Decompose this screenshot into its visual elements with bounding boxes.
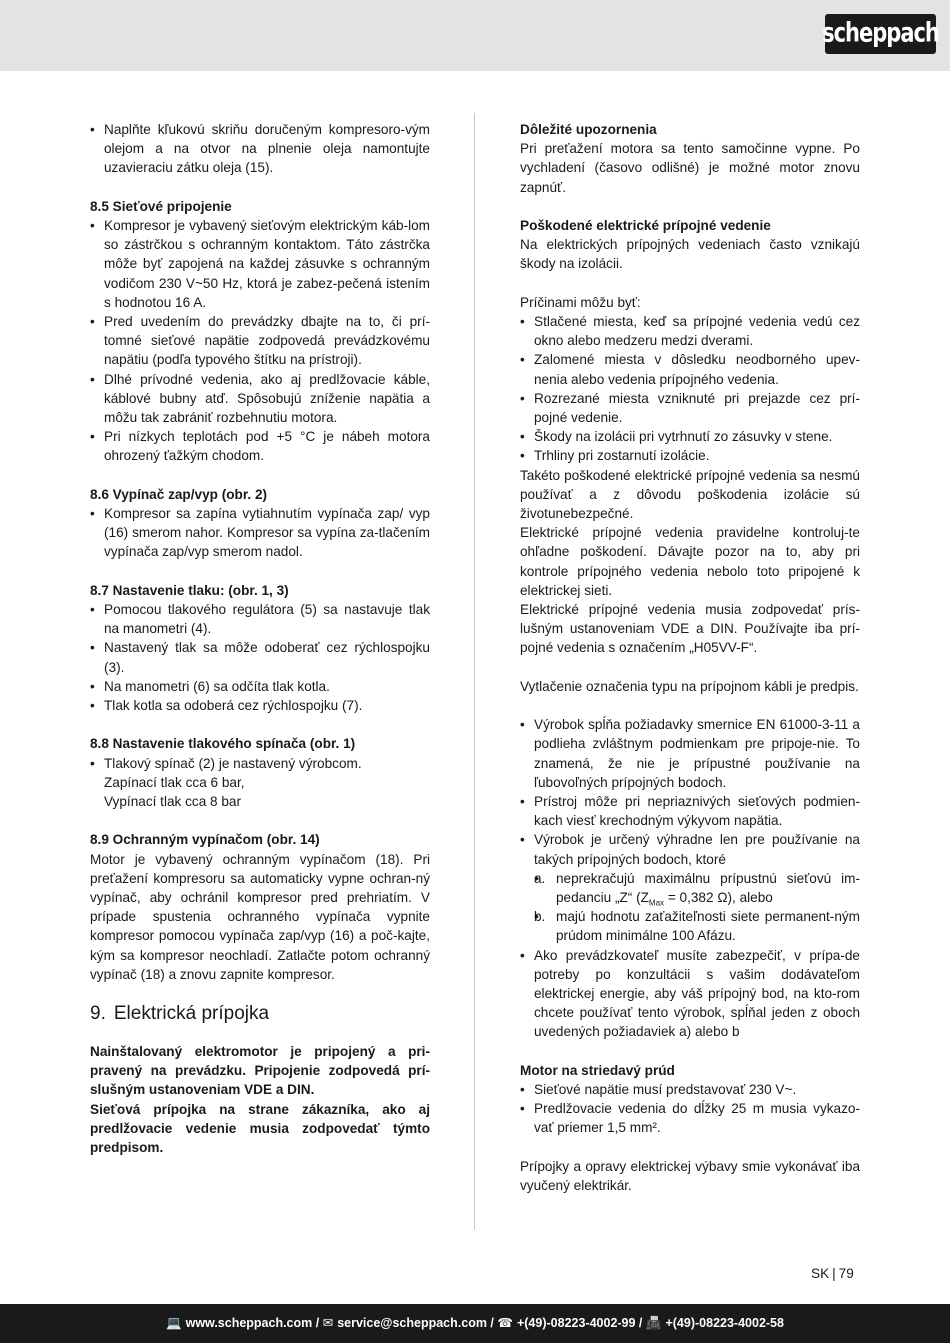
causes-intro: Príčinami môžu byť:	[520, 294, 641, 310]
section-8-8-list	[90, 754, 430, 773]
list-item: • Ako prevádzkovateľ musíte zabezpečiť, v prípa-de potreby po konzultácii s vašim dodávateľom elektrickej energie, aby váš prípojný bod, na kto-rom chcete používať tento výrobok, spĺňal jeden z oboch uvedených požiadaviek a) alebo b	[520, 946, 860, 1042]
phone-icon: ☎	[497, 1315, 513, 1330]
ac-motor-heading: Motor na striedavý prúd	[520, 1062, 675, 1078]
list-item: • Rozrezané miesta vzniknuté pri prejazde cez prí-pojné vedenie.	[520, 389, 860, 427]
list-item	[520, 830, 860, 945]
section-heading-8-6: 8.6 Vypínač zap/vyp (obr. 2)	[90, 486, 268, 502]
notice-heading: Dôležité upozornenia	[520, 122, 657, 137]
list-item: • Kompresor sa zapína vytiahnutím vypínača zap/ vyp (16) smerom nahor. Kompresor sa vypína za-tlačením vypínača zap/vyp smerom nadol.	[90, 504, 430, 562]
condition-a	[534, 869, 860, 907]
damaged-cable-text: Na elektrických prípojných vedeniach často vznikajú škody na izolácii.	[520, 237, 860, 272]
section-8-9-text: Motor je vybavený ochranným vypínačom (18). Pri preťažení kompresoru sa automaticky vypne ochran-ný vypínač, aby ochránil kompresor pred prehriatím. V prípade spustenia ochranného vypínača vypnite kompresor pomocou vypínača zap/vyp (16) a poč-kajte, kým sa kompresor neochladí. Zatlačte potom ochranný vypínač (18) a znovu zapnite kompresor.	[90, 851, 430, 982]
condition-a-post: = 0,382 Ω), alebo	[664, 890, 773, 906]
list-item: • Naplňte kľukovú skriňu doručeným kompresoro-vým olejom a na otvor na plnenie oleja namontujte uzavieraciu zátku oleja (15).	[90, 120, 430, 178]
left-column	[90, 120, 430, 1157]
pressure-line-off: Vypínací tlak cca 8 bar	[104, 794, 242, 810]
list-item-text: Výrobok je určený výhradne len pre používanie na takých prípojných bodoch, ktoré	[534, 832, 860, 867]
logo-text: scheppach	[822, 18, 939, 49]
section-heading-8-9: 8.9 Ochranným vypínačom (obr. 14)	[90, 832, 320, 848]
notice-text: Pri preťažení motora sa tento samočinne vypne. Po vychladení (časovo odlišné) je možné motor znovu zapnúť.	[520, 141, 860, 195]
chapter-title: Elektrická prípojka	[113, 1003, 270, 1025]
list-item: • Nastavený tlak sa môže odoberať cez rýchlospojku (3).	[90, 638, 430, 676]
list-item: • Pred uvedením do prevádzky dbajte na to, či prí-tomné sieťové napätie zodpovedá prevádzkovému napätiu (podľa typového štítku na prístroji).	[90, 312, 430, 370]
requirements-list	[520, 715, 860, 1041]
section-8-5-list	[90, 216, 430, 466]
damaged-paragraph-3: Elektrické prípojné vedenia musia zodpovedať prís-lušným ustanoveniam VDE a DIN. Používajte iba prí-pojné vedenia s označením „H05VV-F“.	[520, 602, 860, 656]
condition-b-text: majú hodnotu zaťažiteľnosti siete permanent-ným prúdom minimálne 100 Afázu.	[556, 909, 860, 944]
causes-list	[520, 312, 860, 466]
pressure-line-on: Zapínací tlak cca 6 bar,	[104, 774, 245, 790]
list-item: • Výrobok spĺňa požiadavky smernice EN 61000-3-11 a podlieha zvláštnym podmienkam pre pripoje-nie. To znamená, že nie je prípustné používanie na ľubovoľných prípojných bodoch.	[520, 715, 860, 792]
ac-motor-final-text: Prípojky a opravy elektrickej výbavy smie vykonávať iba vyučený elektrikár.	[520, 1158, 860, 1194]
fax-icon: 📠	[645, 1315, 662, 1330]
condition-a-sub: Max	[648, 898, 665, 908]
list-item: • Pomocou tlakového regulátora (5) sa nastavuje tlak na manometri (4).	[90, 600, 430, 638]
right-column	[520, 120, 860, 1195]
damaged-paragraph-4: Vytlačenie označenia typu na prípojnom kábli je predpis.	[520, 678, 859, 694]
page-num: 79	[838, 1266, 854, 1281]
chapter-9-paragraph-1: Nainštalovaný elektromotor je pripojený a pri-pravený na prevádzku. Pripojenie zodpovedá prí-slušným ustanoveniam VDE a DIN.	[90, 1044, 430, 1098]
list-item: • Pri nízkych teplotách pod +5 °C je nábeh motora ohrozený ťažkým chodom.	[90, 427, 430, 465]
page-number	[811, 1264, 854, 1283]
list-item: • Tlakový spínač (2) je nastavený výrobcom.	[90, 754, 430, 773]
footer-bar	[0, 1304, 950, 1343]
computer-icon: 💻	[166, 1315, 182, 1330]
condition-b	[534, 907, 860, 945]
page-lang: SK	[811, 1266, 830, 1281]
list-item: • Prístroj môže pri nepriaznivých sieťových podmien-kach viesť krechodným výkyvom napätia.	[520, 792, 860, 830]
section-heading-8-7: 8.7 Nastavenie tlaku: (obr. 1, 3)	[90, 582, 289, 598]
column-divider	[474, 113, 475, 1230]
list-item: • Na manometri (6) sa odčíta tlak kotla.	[90, 677, 430, 696]
chapter-number: 9.	[90, 1003, 106, 1025]
footer-phone: +(49)-08223-4002-99 /	[516, 1315, 643, 1330]
footer-email[interactable]: service@scheppach.com /	[337, 1315, 494, 1330]
chapter-9-paragraph-2: Sieťová prípojka na strane zákazníka, ako aj predlžovacie vedenie musia zodpovedať týmto predpisom.	[90, 1101, 430, 1156]
chapter-heading-9	[90, 1002, 430, 1026]
damaged-paragraph-2: Elektrické prípojné vedenia pravidelne kontroluj-te ohľadne poškodení. Dávajte pozor na to, aby pri kontrole prípojného vedenia nebolo toto pripojené k elektrickej sieti.	[520, 525, 860, 598]
ac-motor-list	[520, 1080, 860, 1138]
page-separator: |	[832, 1266, 836, 1281]
list-item: • Tlak kotla sa odoberá cez rýchlospojku (7).	[90, 696, 430, 715]
section-8-6-list	[90, 504, 430, 562]
section-8-7-list	[90, 600, 430, 715]
list-item: • Dlhé prívodné vedenia, ako aj predlžovacie káble, káblové bubny atď. Spôsobujú zníženie napätia a môžu tak zabrániť rozbehnutiu motora.	[90, 370, 430, 428]
list-item: • Trhliny pri zostarnutí izolácie.	[520, 446, 860, 465]
condition-a-pre: neprekračujú maximálnu prípustnú sieťovú im-pedanciu „Z“ (Z	[556, 870, 860, 906]
list-item: • Stlačené miesta, keď sa prípojné vedenia vedú cez okno alebo medzeru medzi dverami.	[520, 312, 860, 350]
header-bar	[0, 0, 950, 71]
footer-fax: +(49)-08223-4002-58	[665, 1315, 784, 1330]
scheppach-logo	[822, 14, 939, 54]
footer-website[interactable]: www.scheppach.com /	[185, 1315, 320, 1330]
list-item: • Predlžovacie vedenia do dĺžky 25 m musia vykazo-vať priemer 1,5 mm².	[520, 1099, 860, 1137]
list-item: • Zalomené miesta v dôsledku neodborného upev-nenia alebo vedenia prípojného vedenia.	[520, 350, 860, 388]
section-heading-8-8: 8.8 Nastavenie tlakového spínača (obr. 1)	[90, 736, 356, 752]
condition-a-mark: • a.	[534, 870, 546, 886]
intro-list	[90, 120, 430, 178]
list-item: • Škody na izolácii pri vytrhnutí zo zásuvky v stene.	[520, 427, 860, 446]
damaged-cable-heading: Poškodené elektrické prípojné vedenie	[520, 218, 771, 233]
mail-icon: ✉	[322, 1315, 334, 1330]
list-item: • Kompresor je vybavený sieťovým elektrickým káb-lom so zástrčkou s ochranným kontaktom. Táto zástrčka môže byť zapojená na každej zásuvke s ochranným vodičom 230 V~50 Hz, ktorá je zabez-pečená istením s hodnotou 16 A.	[90, 216, 430, 312]
condition-b-mark: • b.	[534, 909, 546, 925]
list-item: • Sieťové napätie musí predstavovať 230 V~.	[520, 1080, 860, 1099]
damaged-paragraph-1: Takéto poškodené elektrické prípojné vedenia sa nesmú používať a z dôvodu poškodenia izolácie sú životunebezpečné.	[520, 467, 860, 522]
section-heading-8-5: 8.5 Sieťové pripojenie	[90, 198, 232, 214]
conditions-list	[534, 869, 860, 946]
